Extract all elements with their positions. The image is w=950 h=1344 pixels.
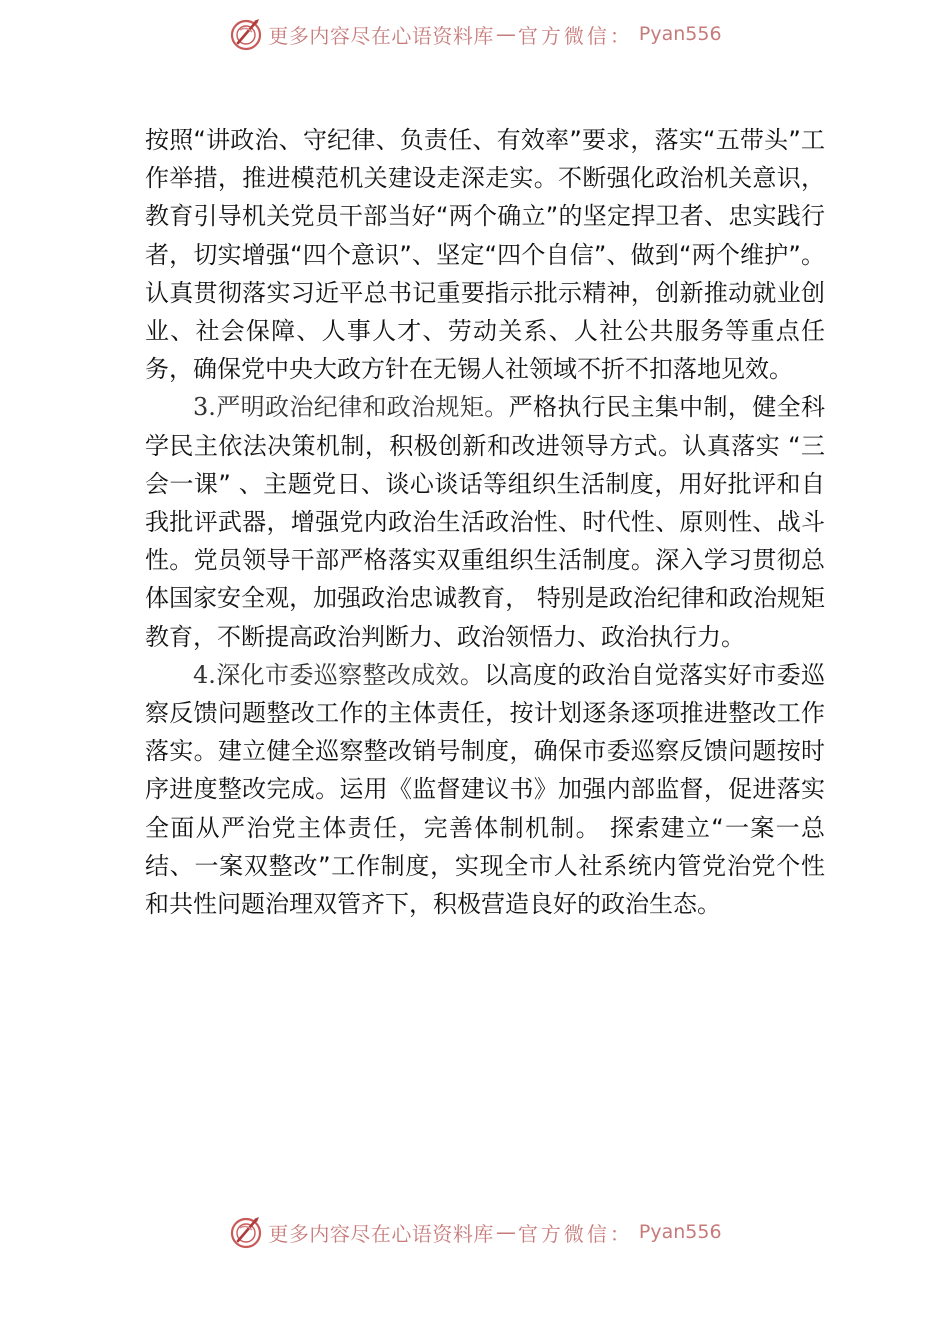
watermark-wechat-id: Pyan556 — [638, 1221, 722, 1243]
paragraph-2 — [145, 388, 825, 655]
paragraph-3-text: 以高度的政治自觉落实好市委巡察反馈问题整改工作的主体责任，按计划逐条逐项推进整改工作落实。建立健全巡察整改销号制度，确保市委巡察反馈问题按时序进度整改完成。运用《监督建议书》加强内部监督，促进落实全面从严治党主体责任，完善体制机制。 探索建立“一案一总结、一案双整改”工作制度，实现全市人社系统内管党治党个性和共性问题治理双管齐下，积极营造良好的政治生态。 — [145, 660, 825, 919]
logo-icon — [228, 1214, 264, 1250]
watermark-separator: — — [495, 22, 516, 46]
section-3-heading: 3.严明政治纪律和政治规矩。 — [193, 393, 509, 422]
footer-watermark — [0, 1210, 950, 1254]
paragraph-3 — [145, 656, 825, 923]
watermark-wechat-id: Pyan556 — [638, 23, 722, 45]
header-watermark — [0, 12, 950, 56]
watermark-text: 更多内容尽在心语资料库 — [268, 1221, 494, 1246]
document-body — [145, 121, 825, 923]
paragraph-2-text: 严格执行民主集中制，健全科学民主依法决策机制，积极创新和改进领导方式。认真落实 “三会一课” 、主题党日、谈心谈话等组织生活制度，用好批评和自我批评武器，增强党内政治生活政治性、时代性、原则性、战斗性。党员领导干部严格落实双重组织生活制度。深入学习贯彻总体国家安全观，加强政治忠诚教育， 特别是政治纪律和政治规矩教育，不断提高政治判断力、政治领悟力、政治执行力。 — [145, 393, 826, 651]
watermark-separator: — — [495, 1220, 516, 1244]
watermark-text: 更多内容尽在心语资料库 — [268, 23, 494, 48]
section-4-heading: 4.深化市委巡察整改成效。 — [193, 660, 485, 689]
paragraph-1 — [145, 121, 825, 388]
paragraph-1-text: 按照“讲政治、守纪律、负责任、有效率”要求，落实“五带头”工作举措，推进模范机关建设走深走实。不断强化政治机关意识，教育引导机关党员干部当好“两个确立”的坚定捍卫者、忠实践行者，切实增强“四个意识”、坚定“四个自信”、做到“两个维护”。认真贯彻落实习近平总书记重要指示批示精神，创新推动就业创业、社会保障、人事人才、劳动关系、人社公共服务等重点任务，确保党中央大政方针在无锡人社领域不折不扣落地见效。 — [145, 126, 825, 384]
watermark-label: 官方微信： — [517, 1221, 633, 1246]
logo-icon — [228, 16, 264, 52]
watermark-label: 官方微信： — [517, 23, 633, 48]
